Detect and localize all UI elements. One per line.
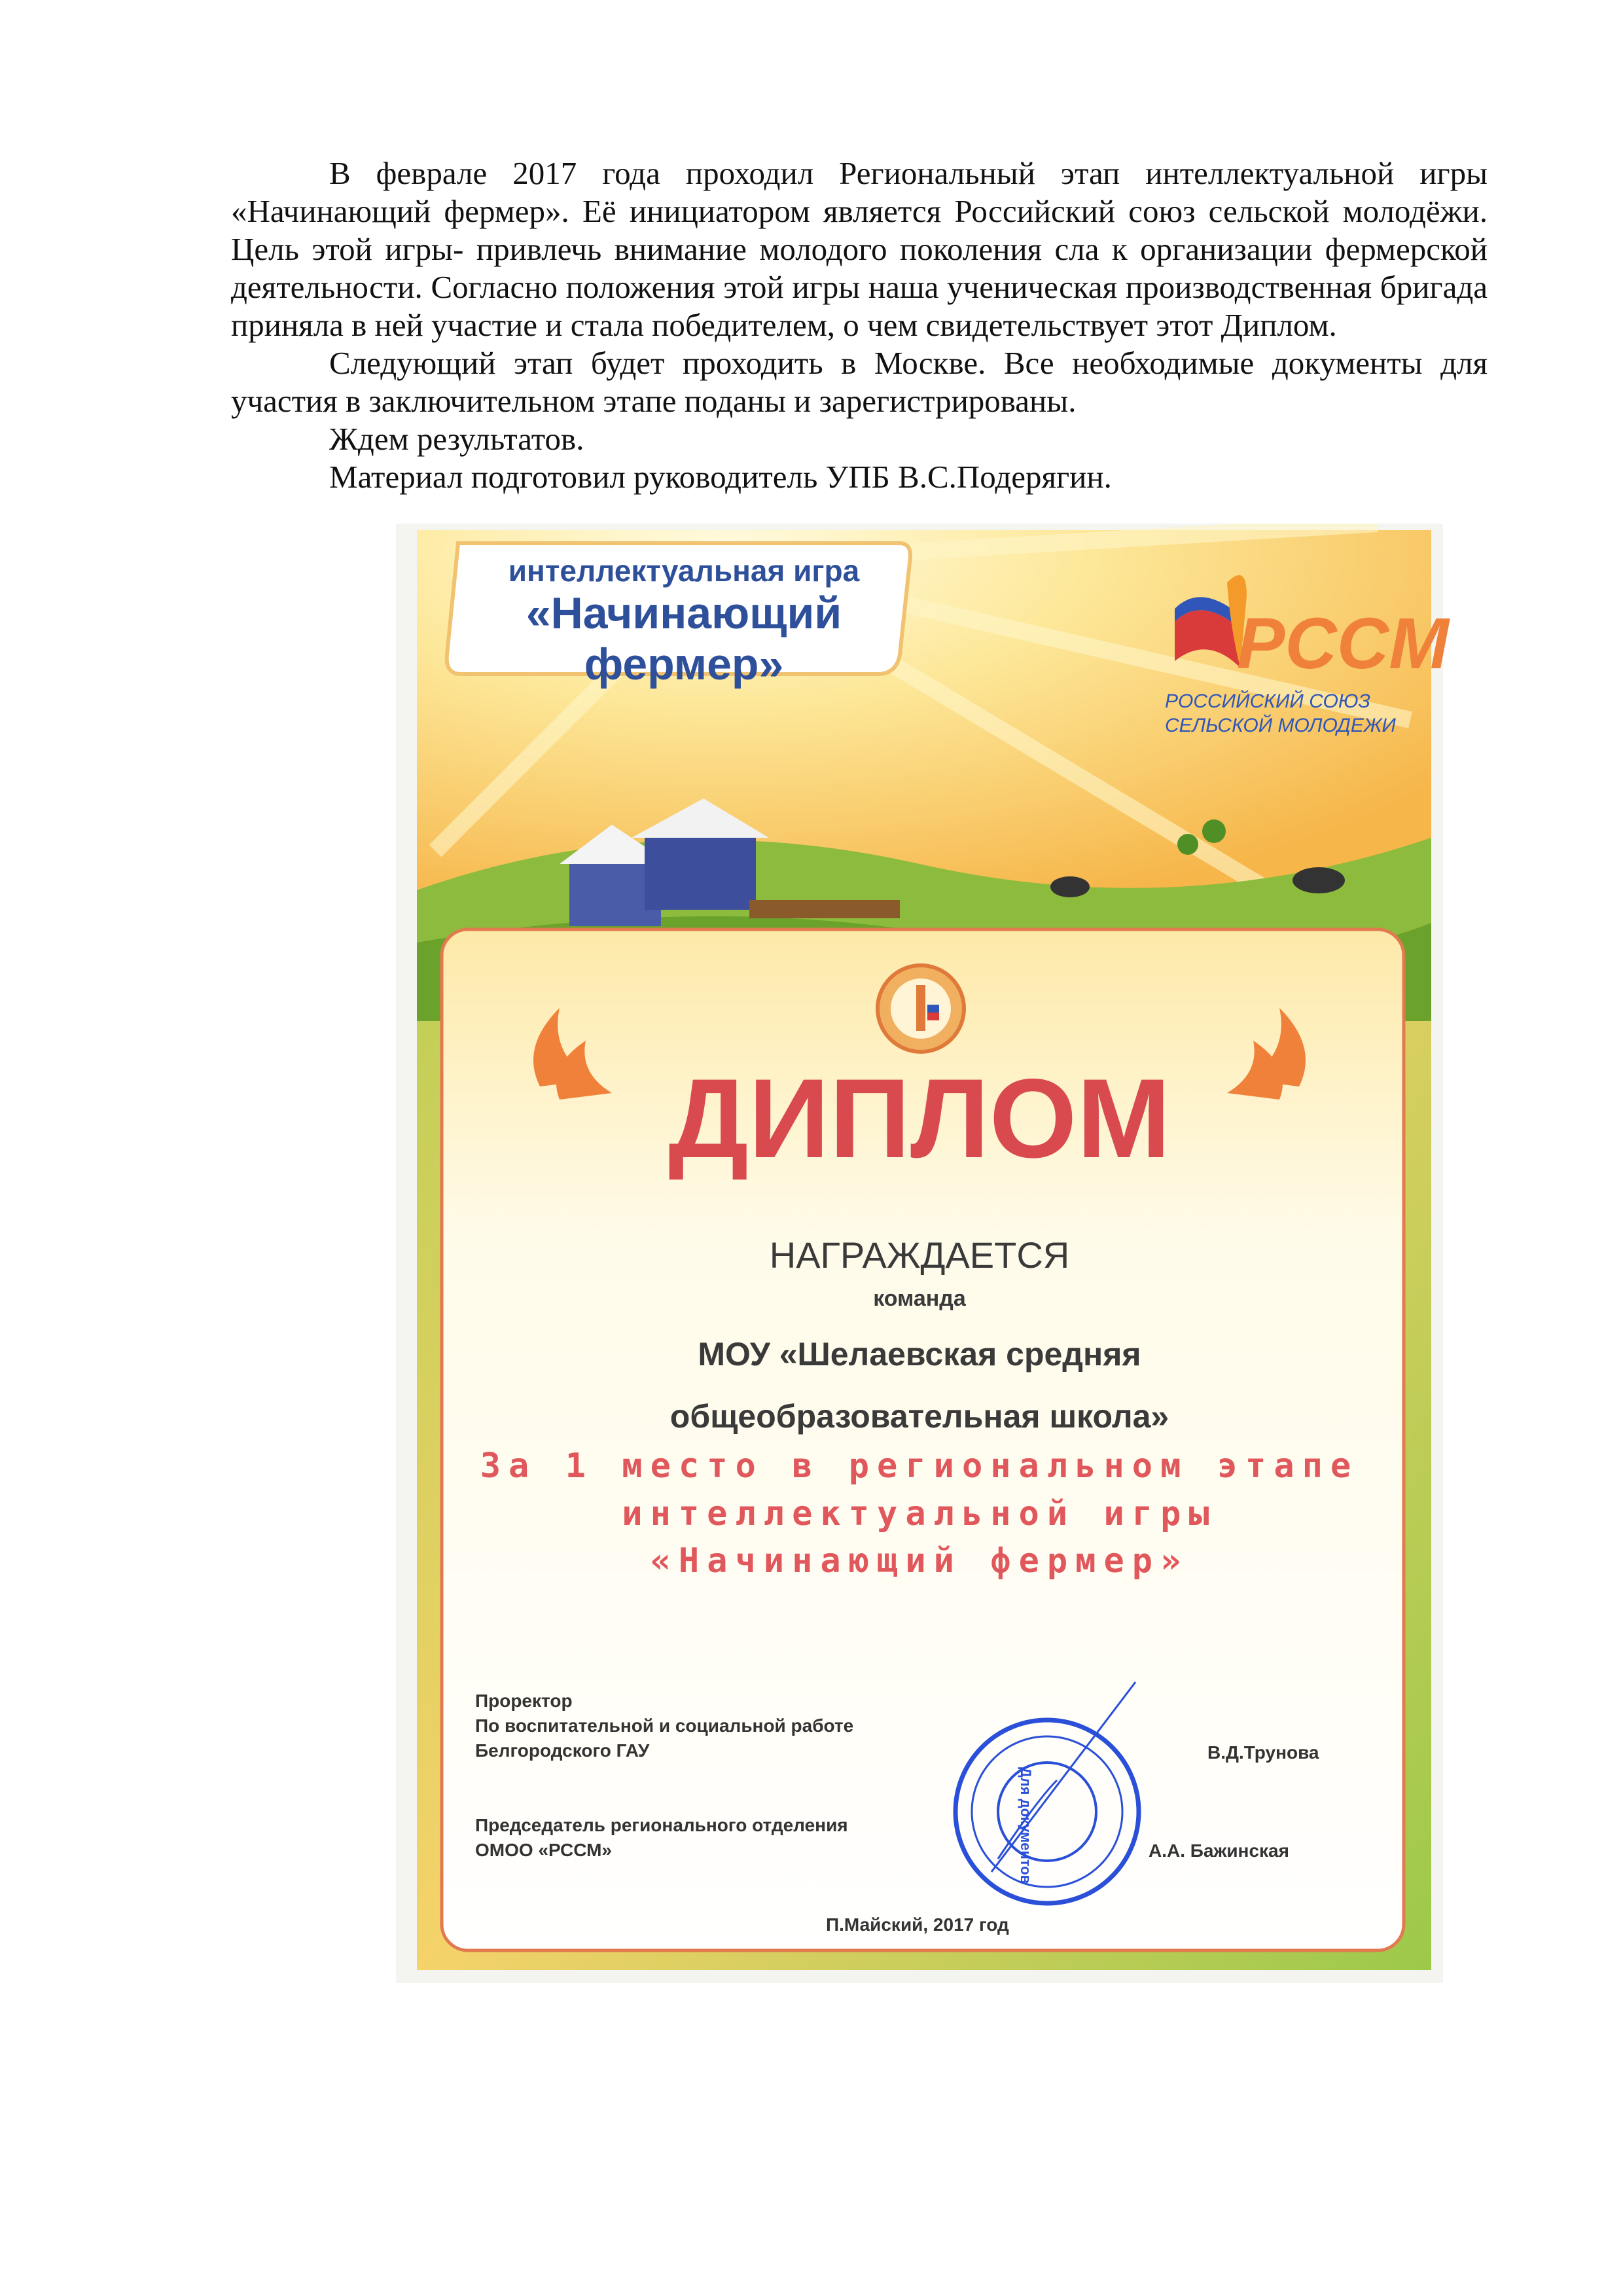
paragraph-4: Материал подготовил руководитель УПБ В.С.Подерягин.: [329, 459, 1112, 495]
logo-sub-2: СЕЛЬСКОЙ МОЛОДЕЖИ: [1165, 715, 1396, 736]
place-year: П.Майский, 2017 год: [826, 1914, 1009, 1935]
paragraph-1: В феврале 2017 года проходил Региональный этап интеллектуальной игры «Начинающий фермер». Её инициатором является Российский союз сельской молодёжи. Цель этой игры- привлечь внимание молодого поколения сла к организации фермерской деятельности. Согласно положения этой игры наша ученическая производственная бригада приняла в ней участие и стала победителем, о чем свидетельствует этот Диплом.: [231, 155, 1488, 343]
banner-line-1: интеллектуальная игра: [508, 554, 860, 588]
signer-1-name: В.Д.Трунова: [1207, 1742, 1319, 1763]
reason-line-2: интеллектуальной игры: [622, 1494, 1217, 1534]
banner-line-2: «Начинающий фермер»: [526, 588, 842, 689]
school-line-2: общеобразовательная школа»: [669, 1398, 1169, 1435]
stamp-center-text: Для документов: [1018, 1767, 1034, 1884]
logo-text: РССМ: [1237, 603, 1449, 684]
diploma-scan: [396, 524, 1449, 1983]
paragraph-3: Ждем результатов.: [329, 421, 584, 457]
reason-line-3: «Начинающий фермер»: [650, 1541, 1189, 1581]
team-label: команда: [873, 1286, 966, 1311]
signer-2-title-line-2: ОМОО «РССМ»: [475, 1840, 612, 1860]
signer-2-name: А.А. Бажинская: [1149, 1840, 1289, 1861]
school-line-1: МОУ «Шелаевская средняя: [698, 1336, 1141, 1372]
paragraph-2: Следующий этап будет проходить в Москве. Все необходимые документы для участия в заключительном этапе поданы и зарегистрированы.: [231, 345, 1488, 419]
reason-line-1: За 1 место в региональном этапе: [480, 1446, 1359, 1486]
signer-2-title-line-1: Председатель регионального отделения: [475, 1815, 848, 1835]
logo-sub-1: РОССИЙСКИЙ СОЮЗ: [1165, 691, 1370, 712]
signer-2-title: [475, 1813, 848, 1863]
diploma-title: ДИПЛОМ: [668, 1056, 1171, 1181]
article-text: [231, 154, 1488, 496]
awarded-label: НАГРАЖДАЕТСЯ: [769, 1234, 1070, 1276]
signer-1-title-line-3: Белгородского ГАУ: [475, 1740, 650, 1761]
signer-1-title-line-1: Проректор: [475, 1691, 573, 1711]
signer-1-title-line-2: По воспитательной и социальной работе: [475, 1715, 854, 1736]
emblem-icon: [878, 965, 964, 1052]
signer-1-title: [475, 1689, 853, 1763]
